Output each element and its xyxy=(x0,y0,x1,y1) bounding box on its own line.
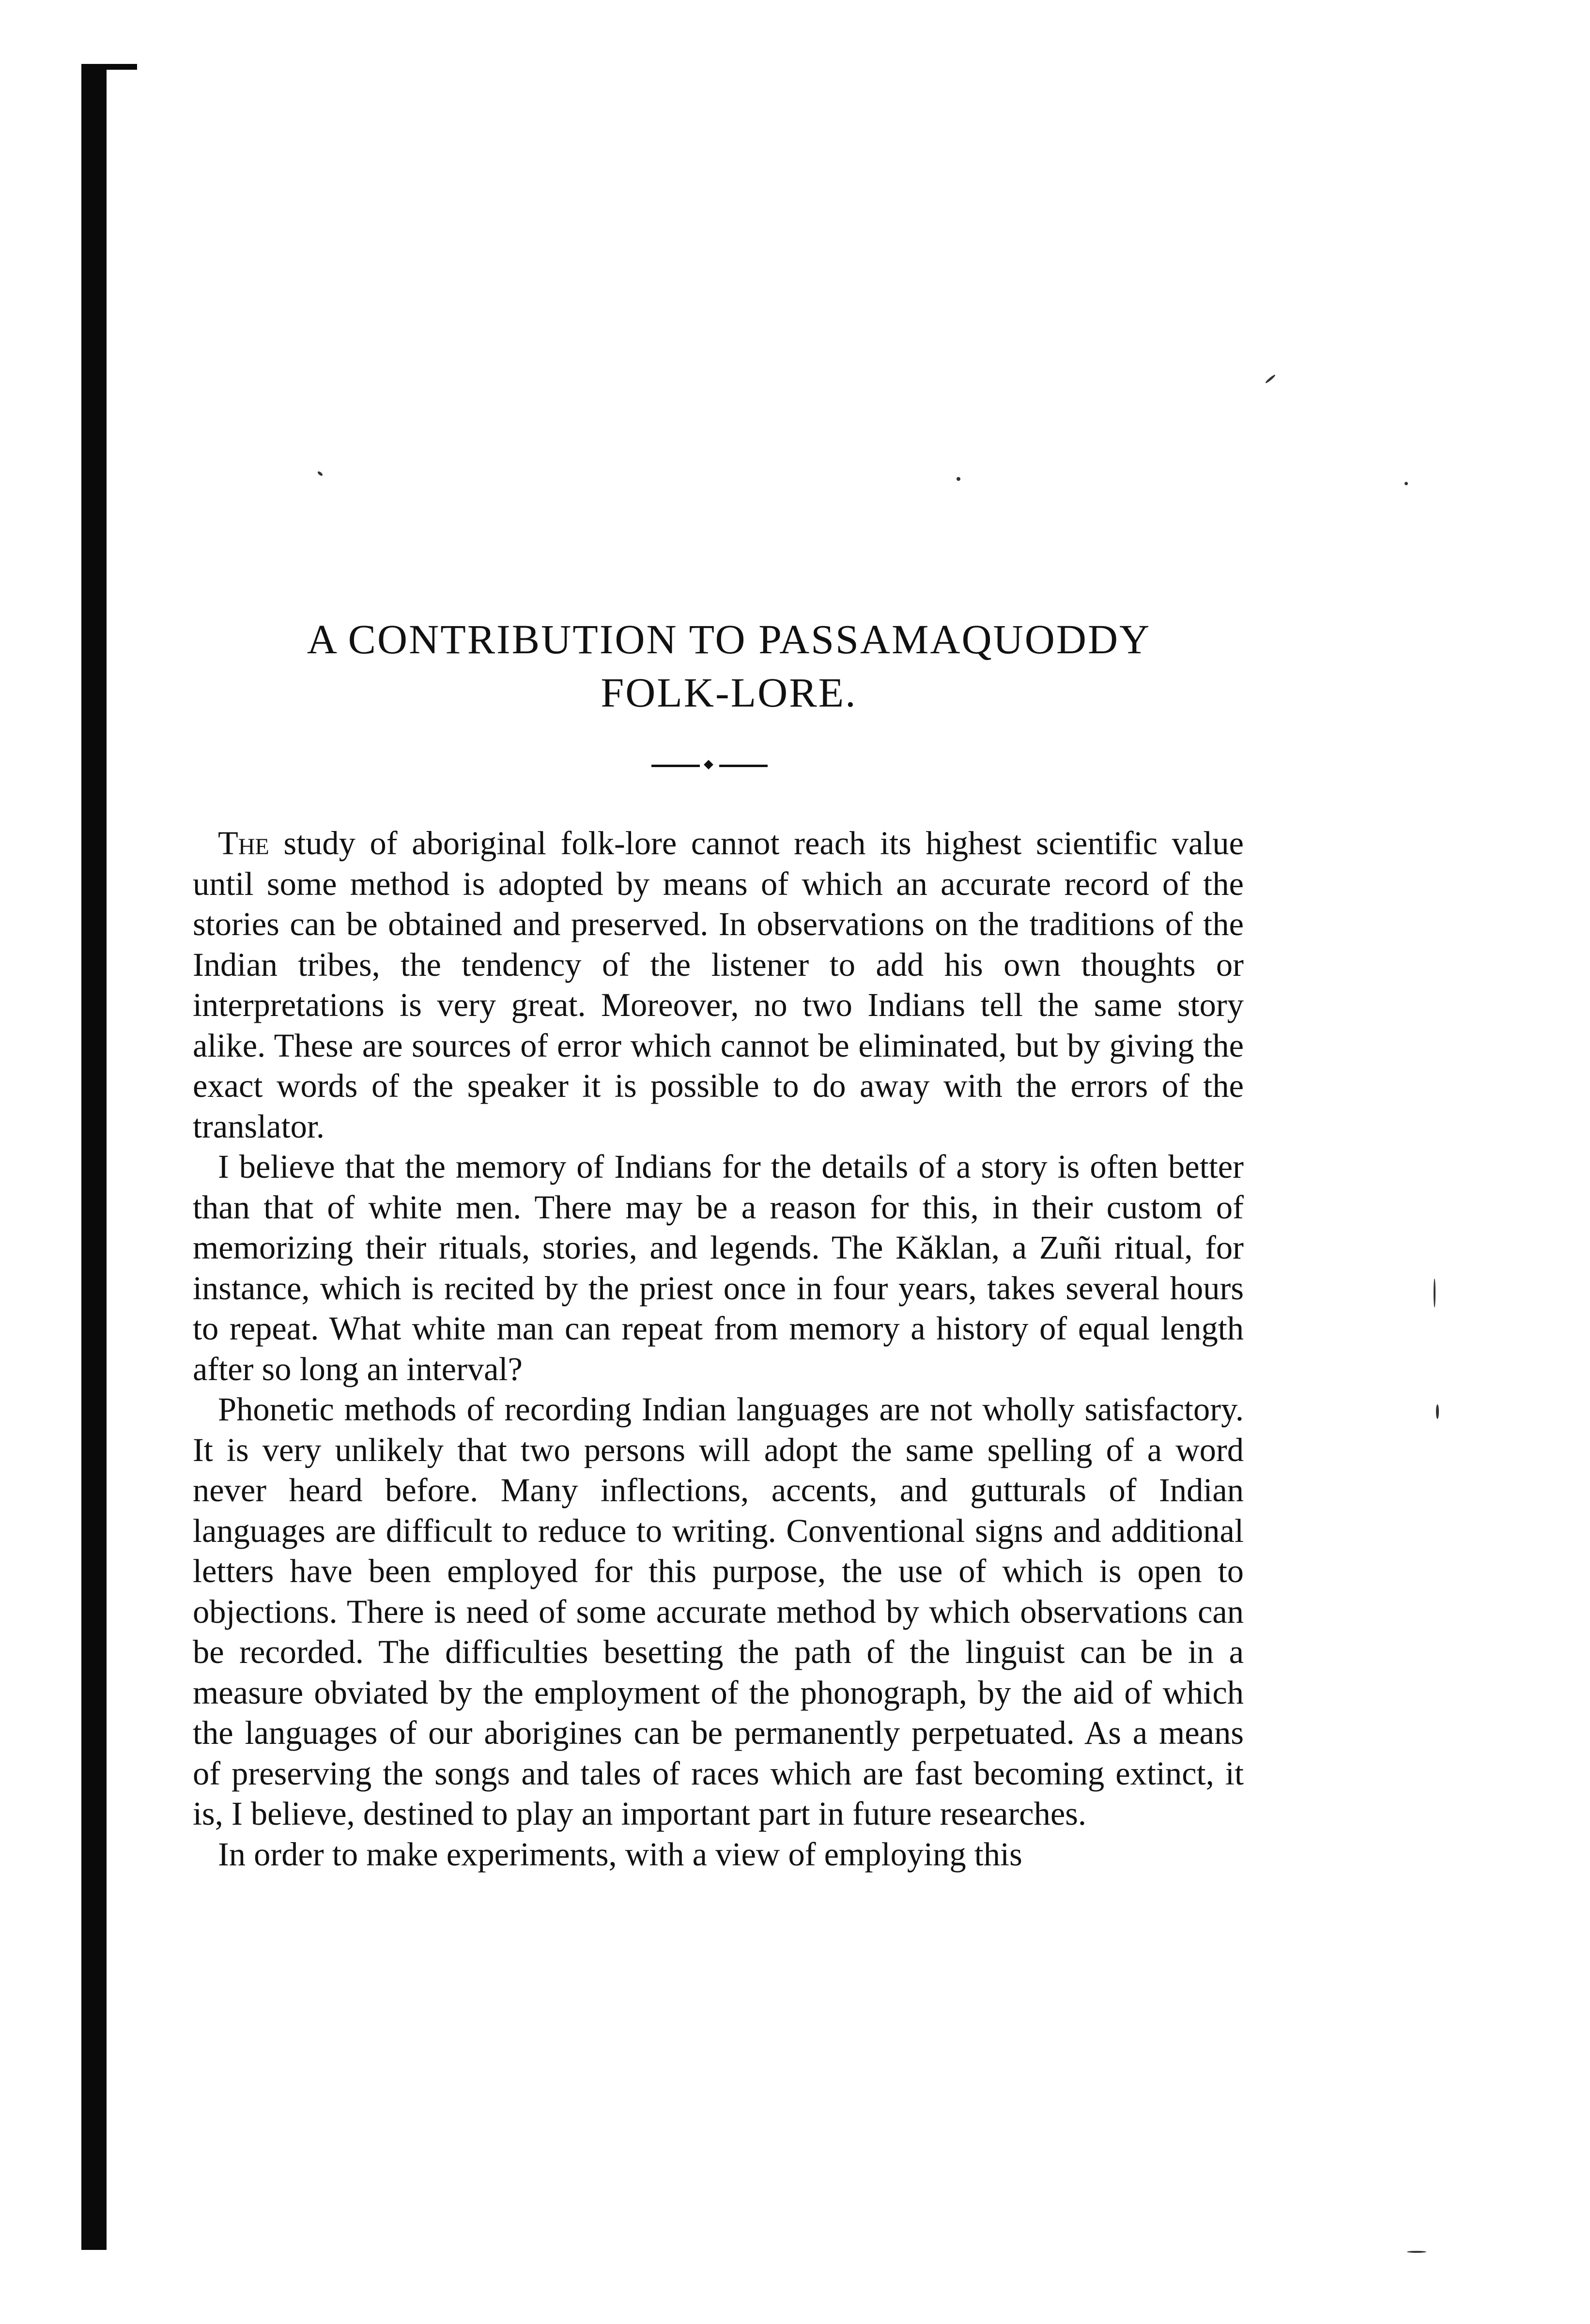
article-title xyxy=(208,613,1250,719)
scan-speck xyxy=(1405,482,1408,485)
paragraph-1-text: study of aboriginal folk-lore cannot reach its highest scientific value until some method is adopted by means of which an accurate record of the stories can be obtained and preserved. In observations on the traditions of the Indian tribes, the tendency of the listener to add his own thoughts or interpretations is very great. Moreover, no two Indians tell the same story alike. These are sources of error which cannot be eliminated, but by giving the exact words of the speaker it is possible to do away with the errors of the translator. xyxy=(193,825,1244,1145)
scan-speck xyxy=(1265,374,1276,384)
scan-speck xyxy=(1407,2251,1426,2253)
article-title-line-2: FOLK-LORE. xyxy=(601,669,857,716)
paragraph-4: In order to make experiments, with a view of employing this xyxy=(218,1835,1022,1873)
paragraph-2: I believe that the memory of Indians for the details of a story is often better than that of white men. There may be a reason for this, in their custom of memorizing their rituals, stories, and legends. The Kăklan, a Zuñi ritual, for instance, which is recited by the priest once in four years, takes several hours to repeat. What white man can repeat from memory a history of equal length after so long an interval? xyxy=(193,1148,1244,1387)
title-ornament-divider xyxy=(651,761,768,770)
paragraph-1-lead-word: The xyxy=(218,825,269,862)
ornament-rule-left xyxy=(651,765,700,767)
scan-speck xyxy=(1436,1404,1439,1419)
scan-speck xyxy=(957,477,960,481)
page-binding-edge xyxy=(81,67,107,2250)
article-body xyxy=(193,823,1244,1875)
scan-speck xyxy=(317,471,323,477)
paragraph-3: Phonetic methods of recording Indian languages are not wholly satisfactory. It is very unlikely that two persons will adopt the same spelling of a word never heard before. Many inflections, accents, and gutturals of Indian languages are difficult to reduce to writing. Conventional signs and additional letters have been employed for this purpose, the use of which is open to objections. There is need of some accurate method by which observations can be recorded. The difficulties besetting the path of the linguist can be in a measure obviated by the employment of the phonograph, by the aid of which the languages of our aborigines can be permanently perpetuated. As a means of preserving the songs and tales of races which are fast becoming extinct, it is, I believe, destined to play an important part in future researches. xyxy=(193,1391,1244,1832)
ornament-rule-right xyxy=(719,765,768,767)
scan-speck xyxy=(1434,1278,1436,1308)
ornament-diamond-icon xyxy=(704,760,713,770)
article-title-line-1: A CONTRIBUTION TO PASSAMAQUODDY xyxy=(307,616,1151,662)
paragraph-1 xyxy=(193,823,1244,1147)
